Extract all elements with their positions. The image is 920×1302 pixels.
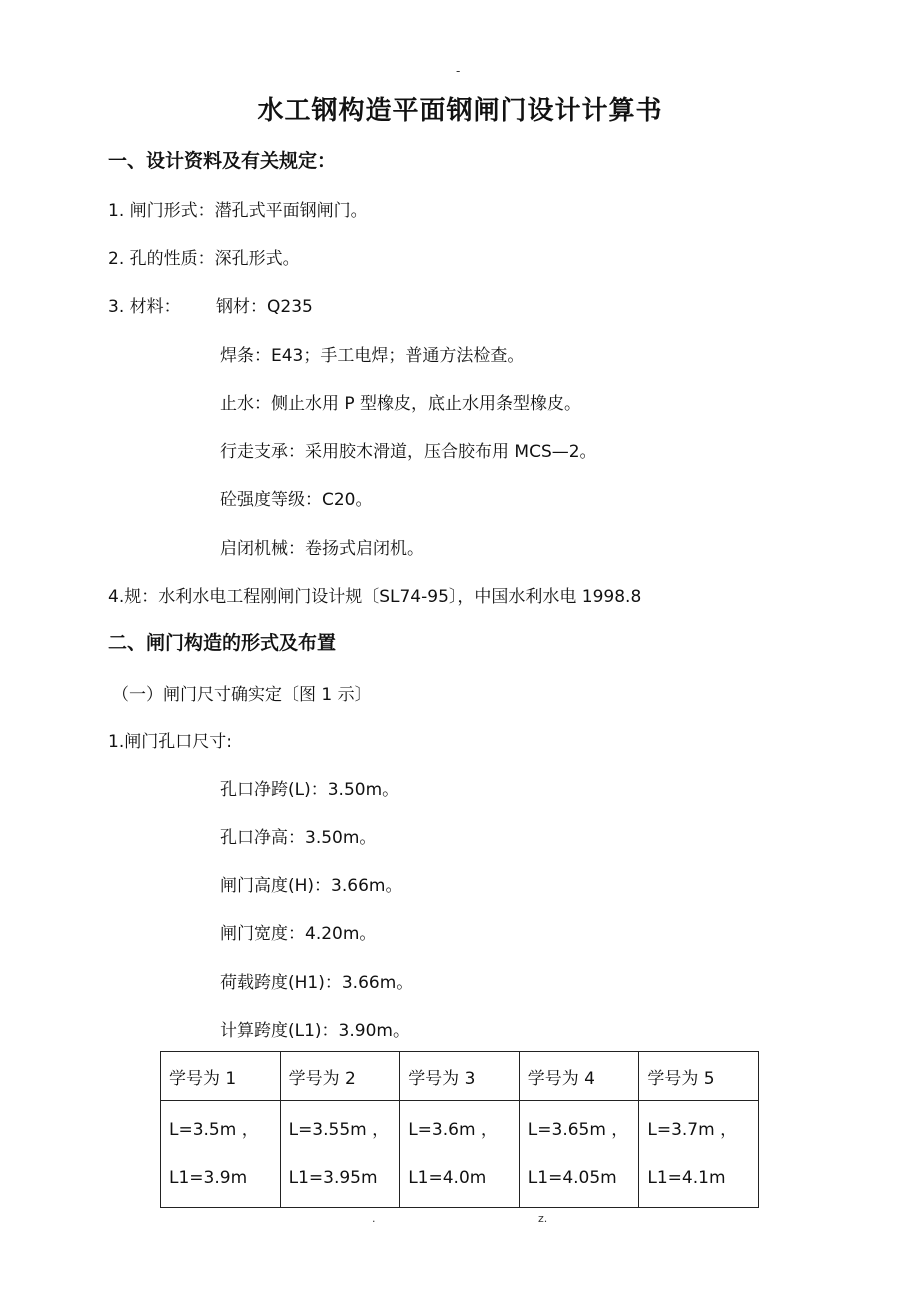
item-gate-type: 1. 闸门形式：潜孔式平面钢闸门。 [108, 201, 368, 221]
student-span-table [160, 1051, 759, 1208]
cell-l1-value: L1=3.9m [169, 1168, 248, 1188]
table-cell [280, 1101, 400, 1208]
cell-l1-value: L1=4.1m [647, 1168, 726, 1188]
opening-label: 1.闸门孔口尺寸: [108, 732, 232, 752]
dim-calc-span: 计算跨度(L1)：3.90m。 [220, 1021, 410, 1041]
table-header-cell: 学号为 4 [519, 1052, 639, 1101]
material-support: 行走支承：采用胶木滑道，压合胶布用 MCS—2。 [220, 442, 597, 462]
dim-load-span: 荷载跨度(H1)：3.66m。 [220, 973, 414, 993]
table-header-cell: 学号为 1 [161, 1052, 281, 1101]
table-header-cell: 学号为 2 [280, 1052, 400, 1101]
table-cell [400, 1101, 520, 1208]
dim-net-height: 孔口净高：3.50m。 [220, 828, 377, 848]
cell-l-value: L=3.5m ， [169, 1120, 259, 1140]
materials-label: 3. 材料： [108, 297, 181, 317]
dim-net-span: 孔口净跨(L)：3.50m。 [220, 780, 400, 800]
material-hoist: 启闭机械：卷扬式启闭机。 [220, 539, 424, 559]
material-seal: 止水：侧止水用 P 型橡皮，底止水用条型橡皮。 [220, 394, 582, 414]
header-mark: - [456, 64, 461, 78]
material-concrete: 砼强度等级：C20。 [220, 490, 373, 510]
cell-l-value: L=3.7m ， [647, 1120, 738, 1140]
table-header-row [161, 1052, 759, 1101]
cell-l1-value: L1=4.05m [527, 1168, 617, 1188]
table-cell [639, 1101, 759, 1208]
section-2-heading: 二、闸门构造的形式及布置 [108, 632, 337, 654]
page-title: 水工钢构造平面钢闸门设计计算书 [257, 96, 663, 126]
cell-l-value: L=3.6m ， [408, 1120, 498, 1140]
table-cell [519, 1101, 639, 1208]
dim-gate-height: 闸门高度(H)：3.66m。 [220, 876, 403, 896]
table-cell [161, 1101, 281, 1208]
item-hole-nature: 2. 孔的性质：深孔形式。 [108, 249, 300, 269]
footer-left-mark: . [372, 1212, 376, 1225]
cell-l-value: L=3.55m ， [288, 1120, 390, 1140]
section-1-heading: 一、设计资料及有关规定： [108, 150, 337, 172]
material-electrode: 焊条：E43；手工电焊；普通方法检查。 [220, 346, 525, 366]
table-header-cell: 学号为 5 [639, 1052, 759, 1101]
table-row [161, 1101, 759, 1208]
cell-l1-value: L1=3.95m [288, 1168, 378, 1188]
code-line: 4.规：水利水电工程刚闸门设计规〔SL74-95〕，中国水利水电 1998.8 [108, 587, 642, 607]
material-steel: 钢材：Q235 [216, 297, 313, 317]
table-header-cell: 学号为 3 [400, 1052, 520, 1101]
sub-heading: （一）闸门尺寸确实定〔图 1 示〕 [112, 685, 372, 705]
footer-right-mark: z. [538, 1212, 548, 1225]
cell-l1-value: L1=4.0m [408, 1168, 487, 1188]
cell-l-value: L=3.65m ， [527, 1120, 629, 1140]
dim-gate-width: 闸门宽度：4.20m。 [220, 924, 377, 944]
